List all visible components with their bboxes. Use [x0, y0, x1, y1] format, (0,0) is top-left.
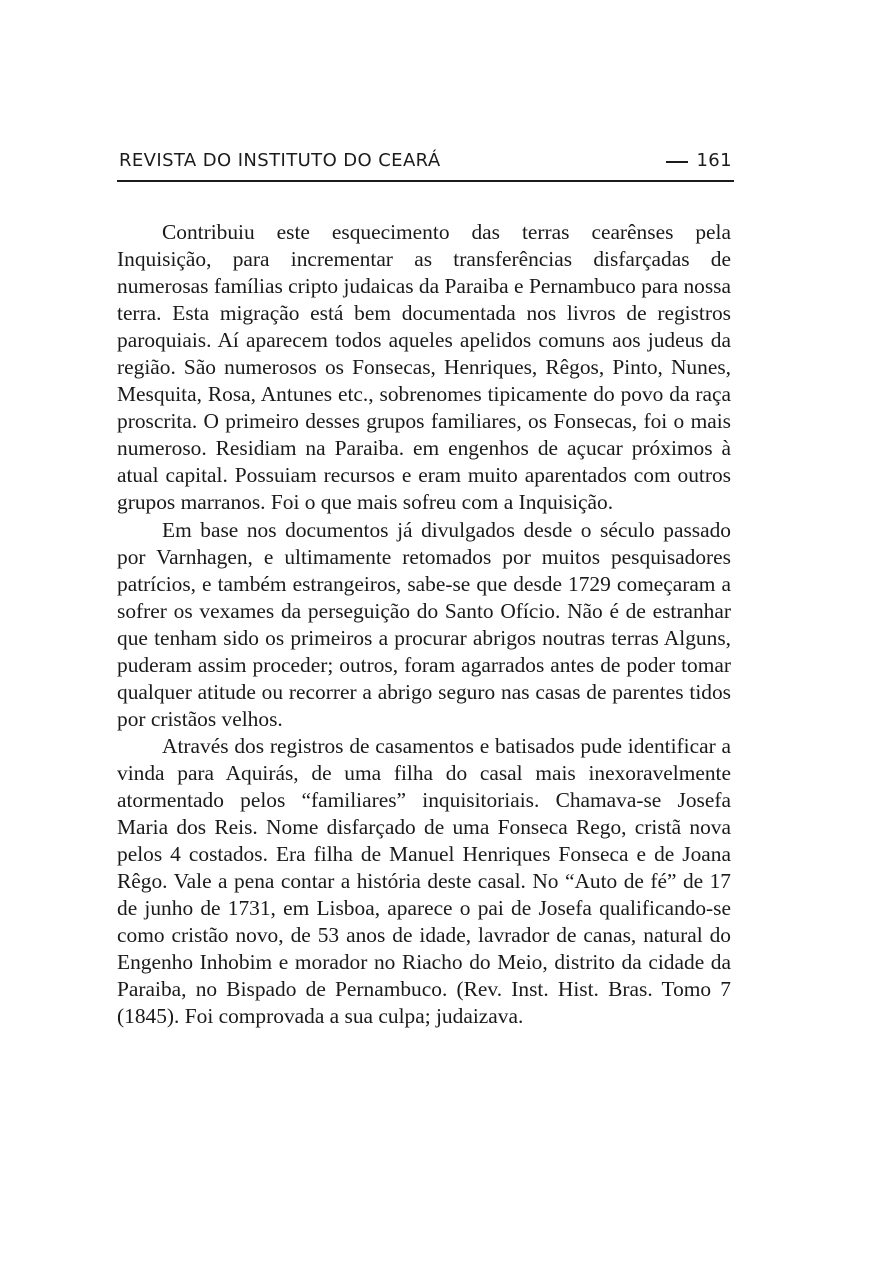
body-text	[117, 219, 731, 1030]
page-number: 161	[696, 150, 732, 171]
paragraph-3: Através dos registros de casamentos e batisados pude identificar a vinda para Aquirás, de uma filha do casal mais inexoravelmente atormentado pelos “familiares” inquisitoriais. Chamava-se Josefa Maria dos Reis. Nome disfarçado de uma Fonseca Rego, cristã nova pelos 4 costados. Era filha de Manuel Henriques Fonseca e de Joana Rêgo. Vale a pena contar a história deste casal. No “Auto de fé” de 17 de junho de 1731, em Lisboa, aparece o pai de Josefa qualificando-se como cristão novo, de 53 anos de idade, lavrador de canas, natural do Engenho Inhobim e morador no Riacho do Meio, distrito da cidade da Paraiba, no Bispado de Pernambuco. (Rev. Inst. Hist. Bras. Tomo 7 (1845). Foi comprovada a sua culpa; judaizava.	[117, 733, 731, 1029]
paragraph-2: Em base nos documentos já divulgados desde o século passado por Varnhagen, e ultimamente retomados por muitos pesquisadores patrícios, e também estrangeiros, sabe-se que desde 1729 começaram a sofrer os vexames da perseguição do Santo Ofício. Não é de estranhar que tenham sido os primeiros a procurar abrigos noutras terras Alguns, puderam assim proceder; outros, foram agarrados antes de poder tomar qualquer atitude ou recorrer a abrigo seguro nas casas de parentes tidos por cristãos velhos.	[117, 517, 731, 731]
header-rule	[117, 180, 734, 182]
header-dash	[666, 161, 688, 163]
paragraph-1: Contribuiu este esquecimento das terras cearênses pela Inquisição, para incrementar as transferências disfarçadas de numerosas famílias cripto judaicas da Paraiba e Pernambuco para nossa terra. Esta migração está bem documentada nos livros de registros paroquiais. Aí aparecem todos aqueles apelidos comuns aos judeus da região. São numerosos os Fonsecas, Henriques, Rêgos, Pinto, Nunes, Mesquita, Rosa, Antunes etc., sobrenomes tipicamente do povo da raça proscrita. O primeiro desses grupos familiares, os Fonsecas, foi o mais numeroso. Residiam na Paraiba. em engenhos de açucar próximos à atual capital. Possuiam recursos e eram muito aparentados com outros grupos marranos. Foi o que mais sofreu com a Inquisição.	[117, 220, 731, 515]
journal-title: REVISTA DO INSTITUTO DO CEARÁ	[119, 150, 441, 171]
running-head	[117, 150, 734, 178]
